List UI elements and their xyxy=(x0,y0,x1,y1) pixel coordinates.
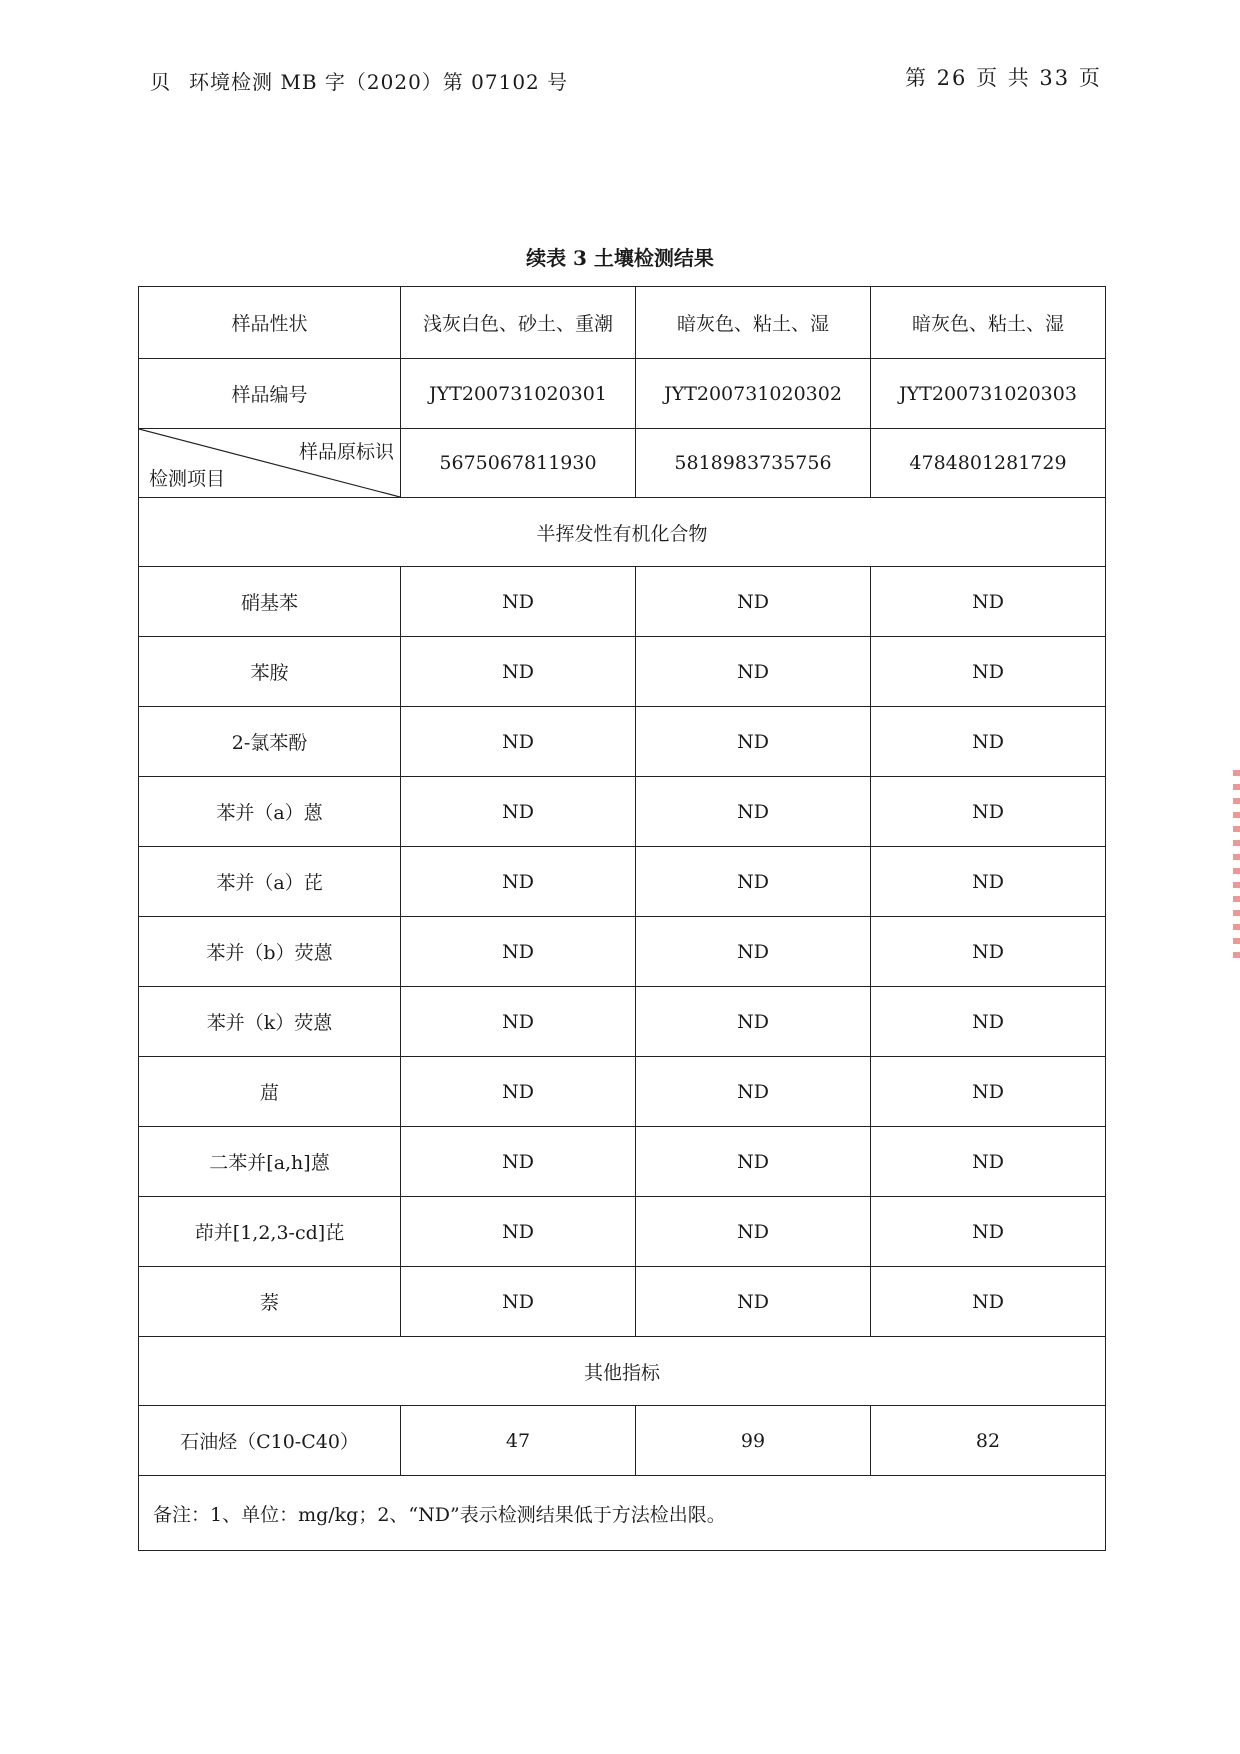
result-value: ND xyxy=(636,1127,871,1197)
item-name: 二苯并[a,h]蒽 xyxy=(139,1127,401,1197)
result-value: ND xyxy=(871,1127,1106,1197)
item-name: 苯并（k）荧蒽 xyxy=(139,987,401,1057)
result-value: ND xyxy=(401,847,636,917)
item-name: 萘 xyxy=(139,1267,401,1337)
result-value: ND xyxy=(871,637,1106,707)
result-row xyxy=(139,1267,1106,1337)
result-value: ND xyxy=(871,987,1106,1057)
code-label: 样品编号 xyxy=(139,359,401,429)
result-row xyxy=(139,1197,1106,1267)
result-value: ND xyxy=(401,1127,636,1197)
trait-cell: 暗灰色、粘土、湿 xyxy=(871,287,1106,359)
seal-edge xyxy=(1233,770,1240,960)
orig-id-label: 样品原标识 xyxy=(298,441,394,463)
note-text: 备注：1、单位：mg/kg；2、“ND”表示检测结果低于方法检出限。 xyxy=(139,1476,1106,1551)
result-value: ND xyxy=(871,777,1106,847)
section-row-other xyxy=(139,1337,1106,1406)
item-label: 检测项目 xyxy=(149,468,226,490)
result-row xyxy=(139,1057,1106,1127)
section-title: 其他指标 xyxy=(139,1337,1106,1406)
result-value: ND xyxy=(636,1197,871,1267)
trait-cell: 暗灰色、粘土、湿 xyxy=(636,287,871,359)
code-cell: JYT200731020301 xyxy=(401,359,636,429)
code-cell: JYT200731020303 xyxy=(871,359,1106,429)
result-row xyxy=(139,707,1106,777)
item-name: 茚并[1,2,3-cd]芘 xyxy=(139,1197,401,1267)
result-value: ND xyxy=(636,637,871,707)
header-mark: 贝 xyxy=(150,70,171,94)
result-value: ND xyxy=(636,777,871,847)
result-value: ND xyxy=(871,567,1106,637)
result-value: ND xyxy=(401,707,636,777)
orig-id-cell: 5818983735756 xyxy=(636,429,871,498)
result-row xyxy=(139,1406,1106,1476)
result-value: 47 xyxy=(401,1406,636,1476)
item-name: 硝基苯 xyxy=(139,567,401,637)
item-name: 石油烃（C10-C40） xyxy=(139,1406,401,1476)
result-value: ND xyxy=(636,1267,871,1337)
result-value: ND xyxy=(401,1057,636,1127)
trait-cell: 浅灰白色、砂土、重潮 xyxy=(401,287,636,359)
result-value: ND xyxy=(871,847,1106,917)
result-value: ND xyxy=(636,847,871,917)
result-row xyxy=(139,567,1106,637)
trait-label: 样品性状 xyxy=(139,287,401,359)
item-name: 2-氯苯酚 xyxy=(139,707,401,777)
result-value: ND xyxy=(871,1267,1106,1337)
result-value: ND xyxy=(871,1057,1106,1127)
result-value: ND xyxy=(401,777,636,847)
result-value: ND xyxy=(401,1267,636,1337)
note-row xyxy=(139,1476,1106,1551)
result-value: ND xyxy=(636,917,871,987)
item-name: 苯胺 xyxy=(139,637,401,707)
orig-id-cell: 5675067811930 xyxy=(401,429,636,498)
result-row xyxy=(139,637,1106,707)
orig-id-cell: 4784801281729 xyxy=(871,429,1106,498)
item-name: 苯并（a）蒽 xyxy=(139,777,401,847)
page-info: 第 26 页 共 33 页 xyxy=(905,66,1102,90)
orig-id-row xyxy=(139,429,1106,498)
item-name: 䓛 xyxy=(139,1057,401,1127)
result-value: ND xyxy=(636,567,871,637)
result-value: ND xyxy=(401,917,636,987)
result-value: 82 xyxy=(871,1406,1106,1476)
result-value: ND xyxy=(401,1197,636,1267)
result-value: ND xyxy=(401,987,636,1057)
item-name: 苯并（a）芘 xyxy=(139,847,401,917)
report-header xyxy=(150,66,568,95)
result-value: ND xyxy=(636,707,871,777)
section-row-svoc xyxy=(139,498,1106,567)
result-row xyxy=(139,1127,1106,1197)
result-value: ND xyxy=(871,1197,1106,1267)
result-value: ND xyxy=(871,917,1106,987)
section-title: 半挥发性有机化合物 xyxy=(139,498,1106,567)
table-title: 续表 3 土壤检测结果 xyxy=(526,246,714,270)
result-row xyxy=(139,847,1106,917)
result-value: 99 xyxy=(636,1406,871,1476)
code-cell: JYT200731020302 xyxy=(636,359,871,429)
result-row xyxy=(139,777,1106,847)
report-number: 环境检测 MB 字（2020）第 07102 号 xyxy=(189,70,569,94)
result-row xyxy=(139,987,1106,1057)
soil-results-table xyxy=(138,286,1106,1551)
result-row xyxy=(139,917,1106,987)
result-value: ND xyxy=(871,707,1106,777)
result-value: ND xyxy=(636,1057,871,1127)
sample-trait-row xyxy=(139,287,1106,359)
result-value: ND xyxy=(401,637,636,707)
result-value: ND xyxy=(636,987,871,1057)
result-value: ND xyxy=(401,567,636,637)
diagonal-header-cell xyxy=(139,429,401,498)
item-name: 苯并（b）荧蒽 xyxy=(139,917,401,987)
sample-code-row xyxy=(139,359,1106,429)
